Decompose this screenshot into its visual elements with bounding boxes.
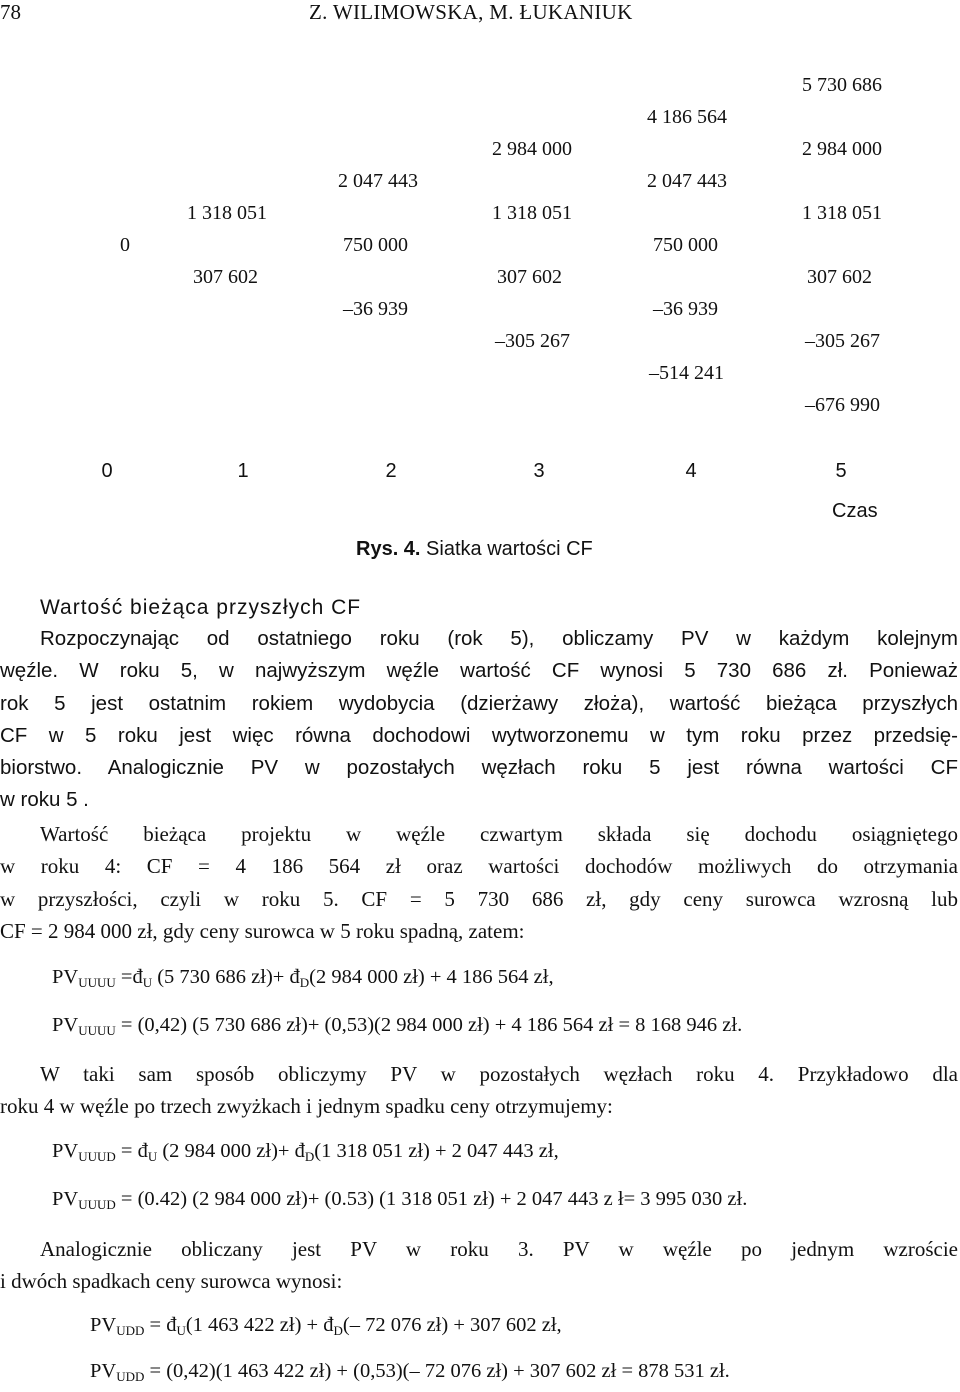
axis-tick-label: 2	[385, 460, 397, 482]
eq-part: = đ	[115, 1140, 148, 1162]
eq-subscript: D	[299, 975, 310, 990]
eq-part: = đ	[144, 1314, 177, 1336]
figure-label: Rys. 4.	[356, 538, 421, 560]
eq-symbol: PV	[90, 1360, 117, 1382]
tree-node: –676 990	[805, 394, 880, 416]
text-line: roku 4 w węźle po trzech zwyżkach i jednym spadku ceny otrzymujemy:	[0, 1094, 613, 1119]
tree-node: 307 602	[497, 266, 562, 288]
eq-part: (1 463 422 zł) + đ	[185, 1314, 334, 1336]
text-line: biorstwo. Analogicznie PV w pozostałych węzłach roku 5 jest równa wartości CF	[0, 756, 958, 780]
text-line: w przyszłości, czyli w roku 5. CF = 5 730 686 zł, gdy ceny surowca wzrosną lub	[0, 886, 958, 911]
tree-node: 1 318 051	[187, 202, 267, 224]
tree-node: 1 318 051	[802, 202, 882, 224]
tree-node: –305 267	[805, 330, 880, 352]
axis-tick-label: 5	[835, 460, 847, 482]
eq-subscript: UUUU	[78, 1023, 116, 1038]
eq-part: (2 984 000 zł) + 4 186 564 zł,	[309, 966, 554, 988]
eq-part: =đ	[115, 966, 143, 988]
equation-pv-uuuu-formula	[52, 966, 554, 991]
text-line: w roku 4: CF = 4 186 564 zł oraz wartości dochodów możliwych do otrzymania	[0, 854, 958, 879]
figure-caption	[356, 538, 593, 561]
paragraph-3	[0, 1058, 958, 1123]
text-line: Analogicznie obliczany jest PV w roku 3. PV w węźle po jednym wzroście	[40, 1237, 958, 1261]
tree-node: –514 241	[649, 362, 724, 384]
axis-tick-label: 3	[533, 460, 545, 482]
text-line: rok 5 jest ostatnim rokiem wydobycia (dzierżawy złoża), wartość bieżąca przyszłych	[0, 691, 958, 715]
tree-node: –36 939	[653, 298, 718, 320]
axis-title: Czas	[832, 500, 878, 522]
tree-node: 0	[120, 234, 130, 256]
equation-pv-udd-result	[90, 1360, 730, 1385]
paragraph-1	[0, 623, 958, 817]
eq-symbol: PV	[90, 1314, 117, 1336]
tree-node: 4 186 564	[647, 106, 727, 128]
eq-subscript: D	[333, 1323, 343, 1338]
eq-part: = (0,42) (5 730 686 zł)+ (0,53)(2 984 000 zł) + 4 186 564 zł = 8 168 946 zł.	[115, 1014, 743, 1036]
running-header-authors: Z. WILIMOWSKA, M. ŁUKANIUK	[309, 0, 633, 24]
paragraph-2	[0, 818, 958, 947]
text-line: i dwóch spadkach ceny surowca wynosi:	[0, 1269, 343, 1294]
eq-subscript: U	[176, 1323, 186, 1338]
text-line: CF w 5 roku jest więc równa dochodowi wytworzonemu w tym roku przez przedsię-	[0, 723, 958, 747]
eq-part: = (0.42) (2 984 000 zł)+ (0.53) (1 318 051 zł) + 2 047 443 z ł= 3 995 030 zł.	[115, 1188, 748, 1210]
eq-subscript: U	[147, 1149, 158, 1164]
eq-symbol: PV	[52, 966, 79, 988]
tree-node: 2 047 443	[338, 170, 418, 192]
eq-part: (– 72 076 zł) + 307 602 zł,	[342, 1314, 562, 1336]
eq-subscript: UDD	[116, 1323, 145, 1338]
tree-node: 2 047 443	[647, 170, 727, 192]
eq-subscript: UUUD	[78, 1149, 116, 1164]
equation-pv-udd-formula	[90, 1314, 562, 1339]
equation-pv-uuud-formula	[52, 1140, 559, 1165]
text-line: W taki sam sposób obliczymy PV w pozostałych węzłach roku 4. Przykładowo dla	[40, 1062, 958, 1086]
tree-node: –36 939	[343, 298, 408, 320]
tree-node: –305 267	[495, 330, 570, 352]
eq-symbol: PV	[52, 1014, 79, 1036]
tree-node: 750 000	[653, 234, 718, 256]
figure-title: Siatka wartości CF	[426, 538, 593, 560]
page-number: 78	[0, 0, 21, 24]
time-axis	[0, 460, 960, 490]
eq-symbol: PV	[52, 1188, 79, 1210]
eq-subscript: U	[142, 975, 153, 990]
section-title: Wartość bieżąca przyszłych CF	[40, 596, 362, 619]
axis-tick-label: 1	[237, 460, 249, 482]
axis-tick-label: 4	[685, 460, 697, 482]
text-line: Wartość bieżąca projektu w węźle czwartym składa się dochodu osiągniętego	[40, 822, 958, 846]
eq-part: (5 730 686 zł)+ đ	[152, 966, 300, 988]
cf-value-tree	[0, 0, 960, 440]
eq-subscript: UDD	[116, 1369, 145, 1384]
eq-subscript: UUUD	[78, 1197, 116, 1212]
tree-node: 2 984 000	[802, 138, 882, 160]
tree-node: 1 318 051	[492, 202, 572, 224]
paragraph-4	[0, 1233, 958, 1298]
eq-subscript: D	[304, 1149, 315, 1164]
text-line: w roku 5 .	[0, 788, 89, 812]
tree-node: 307 602	[807, 266, 872, 288]
eq-part: = (0,42)(1 463 422 zł) + (0,53)(– 72 076 zł) + 307 602 zł = 878 531 zł.	[144, 1360, 730, 1382]
tree-node: 307 602	[193, 266, 258, 288]
tree-node: 2 984 000	[492, 138, 572, 160]
tree-node: 5 730 686	[802, 74, 882, 96]
eq-part: (2 984 000 zł)+ đ	[157, 1140, 305, 1162]
eq-subscript: UUUU	[78, 975, 116, 990]
eq-part: (1 318 051 zł) + 2 047 443 zł,	[314, 1140, 559, 1162]
eq-symbol: PV	[52, 1140, 79, 1162]
axis-tick-label: 0	[101, 460, 113, 482]
equation-pv-uuud-result	[52, 1188, 747, 1213]
equation-pv-uuuu-result	[52, 1014, 742, 1039]
text-line: węźle. W roku 5, w najwyższym węźle wartość CF wynosi 5 730 686 zł. Ponieważ	[0, 659, 958, 683]
text-line: Rozpoczynając od ostatniego roku (rok 5), obliczamy PV w każdym kolejnym	[40, 627, 958, 650]
tree-node: 750 000	[343, 234, 408, 256]
text-line: CF = 2 984 000 zł, gdy ceny surowca w 5 roku spadną, zatem:	[0, 918, 525, 943]
